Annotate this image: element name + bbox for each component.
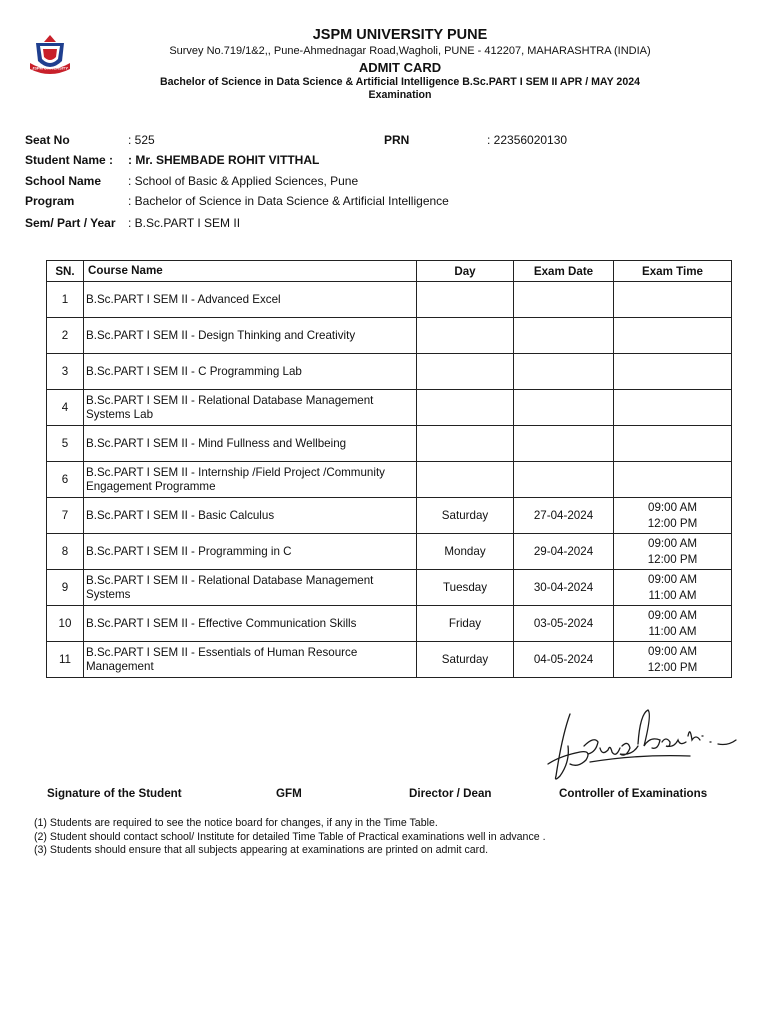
row-time: [614, 318, 732, 354]
row-sn: 2: [47, 318, 84, 354]
table-row: [47, 426, 732, 462]
row-course: B.Sc.PART I SEM II - Design Thinking and Creativity: [84, 318, 417, 354]
row-course: B.Sc.PART I SEM II - Advanced Excel: [84, 282, 417, 318]
exam-title-line1: Bachelor of Science in Data Science & Artificial Intelligence B.Sc.PART I SEM II APR / MAY 2024: [159, 76, 640, 88]
signature-controller-label: Controller of Examinations: [559, 787, 708, 800]
instructions-notes: [34, 817, 546, 858]
row-time-start: 09:00 AM: [648, 572, 697, 586]
row-sn: 5: [47, 426, 84, 462]
sem-part-year-label: Sem/ Part / Year: [25, 216, 116, 230]
row-sn: 1: [47, 282, 84, 318]
row-date: 30-04-2024: [514, 570, 614, 606]
table-row: [47, 642, 732, 678]
note-item: (2) Student should contact school/ Institute for detailed Time Table of Practical examinations well in advance .: [34, 830, 546, 843]
row-time-start: 09:00 AM: [648, 500, 697, 514]
row-course: B.Sc.PART I SEM II - Relational Database Management Systems Lab: [84, 390, 417, 426]
table-row: [47, 354, 732, 390]
col-header-course: Course Name: [84, 261, 417, 282]
row-sn: 3: [47, 354, 84, 390]
row-time-start: 09:00 AM: [648, 536, 697, 550]
row-day: Saturday: [417, 642, 514, 678]
table-row: [47, 570, 732, 606]
row-time: [614, 534, 732, 570]
exam-timetable: [46, 260, 732, 678]
col-header-sn: SN.: [47, 261, 84, 282]
row-sn: 8: [47, 534, 84, 570]
row-day: Friday: [417, 606, 514, 642]
row-day: [417, 426, 514, 462]
table-row: [47, 606, 732, 642]
row-time-start: 09:00 AM: [648, 644, 697, 658]
controller-signature-image: [540, 706, 740, 786]
col-header-time: Exam Time: [614, 261, 732, 282]
row-day: [417, 318, 514, 354]
row-day: Saturday: [417, 498, 514, 534]
program-value: : Bachelor of Science in Data Science & Artificial Intelligence: [128, 194, 449, 208]
row-course: B.Sc.PART I SEM II - Essentials of Human Resource Management: [84, 642, 417, 678]
prn-value: : 22356020130: [487, 133, 568, 147]
row-sn: 6: [47, 462, 84, 498]
row-course: B.Sc.PART I SEM II - Internship /Field Project /Community Engagement Programme: [84, 462, 417, 498]
row-date: [514, 318, 614, 354]
row-time: [614, 282, 732, 318]
row-day: [417, 354, 514, 390]
row-sn: 7: [47, 498, 84, 534]
table-row: [47, 390, 732, 426]
row-date: [514, 426, 614, 462]
row-day: Monday: [417, 534, 514, 570]
row-time: [614, 390, 732, 426]
svg-text:JSPM UNIVERSITY: JSPM UNIVERSITY: [31, 65, 69, 71]
row-time-end: 12:00 PM: [647, 552, 698, 566]
university-title: JSPM UNIVERSITY PUNE: [312, 27, 488, 43]
row-course: B.Sc.PART I SEM II - Basic Calculus: [84, 498, 417, 534]
row-date: 29-04-2024: [514, 534, 614, 570]
row-time: [614, 354, 732, 390]
row-time-end: 12:00 PM: [647, 516, 698, 530]
row-sn: 10: [47, 606, 84, 642]
prn-label: PRN: [384, 133, 410, 147]
seat-no-label: Seat No: [25, 133, 70, 147]
row-course: B.Sc.PART I SEM II - Relational Database Management Systems: [84, 570, 417, 606]
row-sn: 9: [47, 570, 84, 606]
signature-director-label: Director / Dean: [409, 787, 492, 800]
row-time: [614, 606, 732, 642]
row-course: B.Sc.PART I SEM II - Programming in C: [84, 534, 417, 570]
row-sn: 4: [47, 390, 84, 426]
university-address: Survey No.719/1&2,, Pune-Ahmednagar Road,Wagholi, PUNE - 412207, MAHARASHTRA (INDIA): [169, 45, 651, 57]
table-header-row: [47, 261, 732, 282]
row-date: [514, 462, 614, 498]
row-date: 03-05-2024: [514, 606, 614, 642]
row-course: B.Sc.PART I SEM II - Mind Fullness and Wellbeing: [84, 426, 417, 462]
table-row: [47, 498, 732, 534]
table-row: [47, 318, 732, 354]
row-time: [614, 642, 732, 678]
program-label: Program: [25, 194, 75, 208]
row-day: Tuesday: [417, 570, 514, 606]
note-item: (3) Students should ensure that all subjects appearing at examinations are printed on admit card.: [34, 844, 489, 856]
exam-title: [0, 76, 768, 102]
row-sn: 11: [47, 642, 84, 678]
table-row: [47, 462, 732, 498]
row-time-end: 12:00 PM: [647, 660, 698, 674]
table-row: [47, 534, 732, 570]
row-date: [514, 282, 614, 318]
row-date: [514, 354, 614, 390]
sem-part-year-value: : B.Sc.PART I SEM II: [128, 216, 241, 230]
row-time: [614, 498, 732, 534]
row-time: [614, 426, 732, 462]
seat-no-value: : 525: [128, 133, 155, 147]
col-header-day: Day: [417, 261, 514, 282]
table-row: [47, 282, 732, 318]
row-time: [614, 462, 732, 498]
school-name-label: School Name: [25, 174, 102, 188]
student-name-label: Student Name :: [25, 153, 114, 167]
signature-gfm-label: GFM: [276, 787, 302, 800]
row-course: B.Sc.PART I SEM II - C Programming Lab: [84, 354, 417, 390]
student-name-value: : Mr. SHEMBADE ROHIT VITTHAL: [128, 153, 320, 167]
row-time-end: 11:00 AM: [648, 624, 697, 638]
row-day: [417, 462, 514, 498]
row-time: [614, 570, 732, 606]
row-time-start: 09:00 AM: [648, 608, 697, 622]
note-item: (1) Students are required to see the notice board for changes, if any in the Time Table.: [34, 817, 438, 829]
exam-title-line2: Examination: [368, 89, 432, 101]
signature-student-label: Signature of the Student: [47, 787, 182, 800]
row-day: [417, 390, 514, 426]
admit-card-title: ADMIT CARD: [358, 60, 442, 75]
row-date: [514, 390, 614, 426]
row-date: 27-04-2024: [514, 498, 614, 534]
row-course: B.Sc.PART I SEM II - Effective Communication Skills: [84, 606, 417, 642]
row-time-end: 11:00 AM: [648, 588, 697, 602]
col-header-date: Exam Date: [514, 261, 614, 282]
row-date: 04-05-2024: [514, 642, 614, 678]
school-name-value: : School of Basic & Applied Sciences, Pune: [128, 174, 359, 188]
row-day: [417, 282, 514, 318]
